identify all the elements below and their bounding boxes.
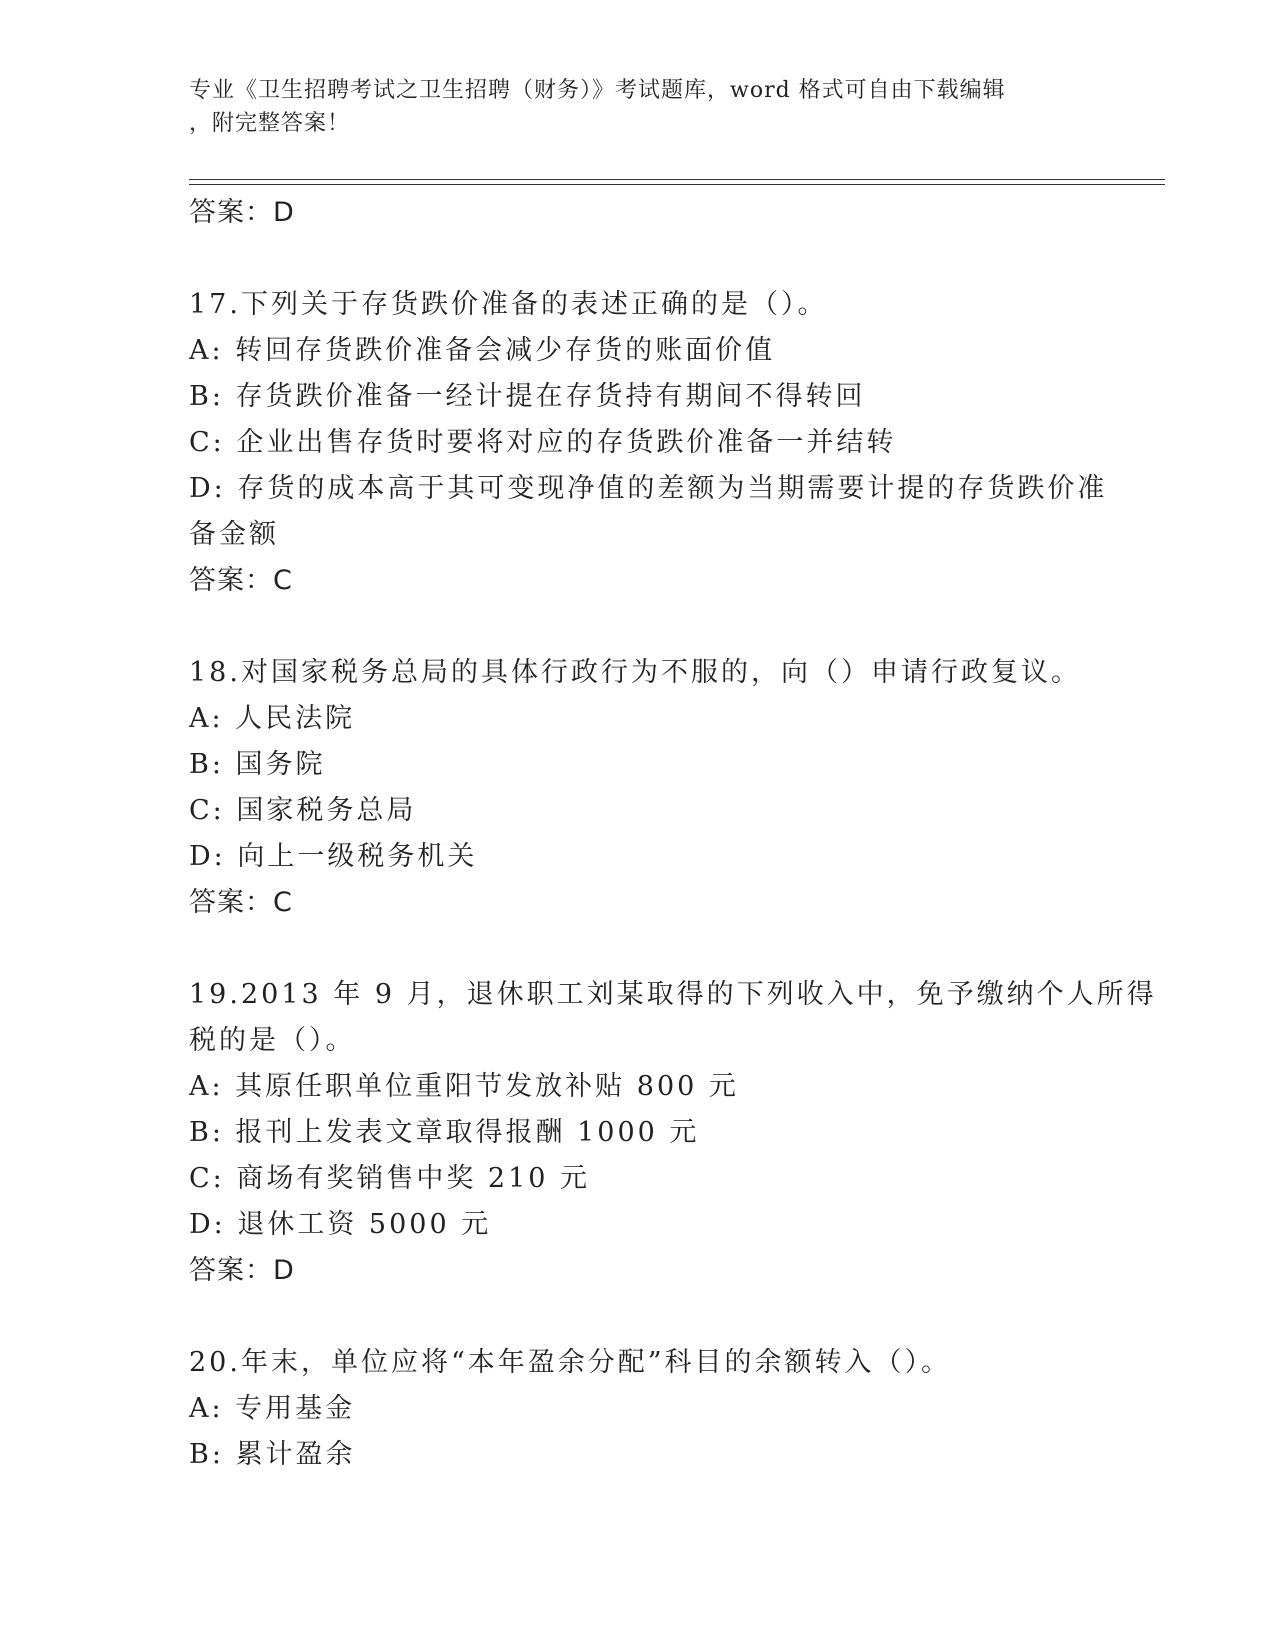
question-list bbox=[189, 190, 1157, 1478]
option-a: A: 其原任职单位重阳节发放补贴 800 元 bbox=[189, 1071, 739, 1102]
answer-line: 答案：C bbox=[189, 887, 293, 918]
option-b: B: 报刊上发表文章取得报酬 1000 元 bbox=[189, 1117, 700, 1148]
spacer bbox=[189, 236, 1089, 282]
header-divider bbox=[189, 179, 1165, 180]
option-d: D: 存货的成本高于其可变现净值的差额为当期需要计提的存货跌价准 bbox=[189, 473, 1108, 504]
question-stem: 20.年末，单位应将“本年盈余分配”科目的余额转入（）。 bbox=[189, 1347, 952, 1378]
option-b: B: 国务院 bbox=[189, 749, 326, 780]
header-line: ，附完整答案！ bbox=[189, 111, 351, 136]
option-d: D: 退休工资 5000 元 bbox=[189, 1209, 492, 1240]
option-a: A: 转回存货跌价准备会减少存货的账面价值 bbox=[189, 335, 776, 366]
answer-line: 答案：C bbox=[189, 565, 293, 596]
question-stem: 19.2013 年 9 月，退休职工刘某取得的下列收入中，免予缴纳个人所得 bbox=[189, 979, 1157, 1010]
question-stem-continued: 税的是（）。 bbox=[189, 1025, 356, 1056]
question-stem: 17.下列关于存货跌价准备的表述正确的是（）。 bbox=[189, 289, 828, 320]
option-d-continued: 备金额 bbox=[189, 519, 279, 550]
question-block bbox=[189, 1340, 1089, 1478]
option-c: C: 企业出售存货时要将对应的存货跌价准备一并结转 bbox=[189, 427, 897, 458]
option-b: B: 累计盈余 bbox=[189, 1439, 356, 1470]
spacer bbox=[189, 604, 1089, 650]
question-block bbox=[189, 972, 1157, 1294]
spacer bbox=[189, 926, 1089, 972]
header-line: 专业《卫生招聘考试之卫生招聘（财务）》考试题库，word 格式可自由下载编辑 bbox=[189, 78, 1006, 103]
spacer bbox=[189, 1294, 1089, 1340]
question-block bbox=[189, 650, 1089, 926]
question-stem: 18.对国家税务总局的具体行政行为不服的，向（）申请行政复议。 bbox=[189, 657, 1081, 688]
document-header bbox=[189, 74, 1089, 140]
option-d: D: 向上一级税务机关 bbox=[189, 841, 478, 872]
option-c: C: 国家税务总局 bbox=[189, 795, 417, 826]
option-c: C: 商场有奖销售中奖 210 元 bbox=[189, 1163, 591, 1194]
header-divider bbox=[189, 184, 1165, 185]
answer-line: 答案：D bbox=[189, 197, 295, 228]
option-b: B: 存货跌价准备一经计提在存货持有期间不得转回 bbox=[189, 381, 866, 412]
option-a: A: 专用基金 bbox=[189, 1393, 356, 1424]
question-block bbox=[189, 282, 1108, 604]
answer-line: 答案：D bbox=[189, 1255, 295, 1286]
option-a: A: 人民法院 bbox=[189, 703, 356, 734]
